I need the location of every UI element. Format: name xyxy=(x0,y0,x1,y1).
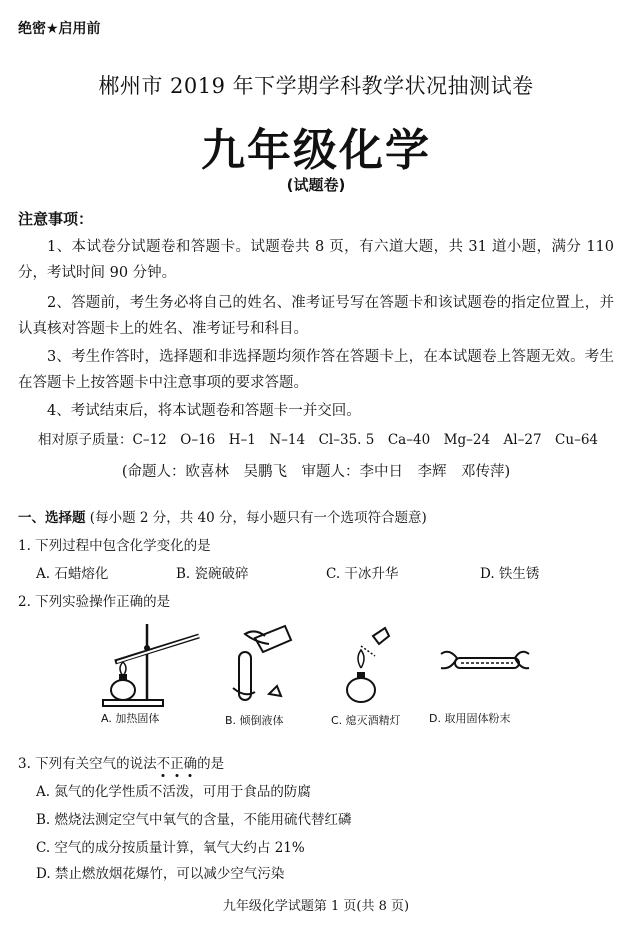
page-footer: 九年级化学试题第 1 页(共 8 页) xyxy=(222,899,410,914)
section-instruction: (每小题 2 分，共 40 分，每小题只有一个选项符合题意) xyxy=(89,510,427,526)
question-1-stem: 1. 下列过程中包含化学变化的是 xyxy=(18,538,211,554)
heating-solid-illustration xyxy=(95,618,205,710)
q2-caption-c: C. 熄灭酒精灯 xyxy=(331,714,401,727)
note-item-3: 3、考生作答时，选择题和非选择题均须作答在答题卡上，在本试题卷上答题无效。考生在答题卡上按答题卡中注意事项的要求答题。 xyxy=(18,349,614,391)
note-item-1: 1、本试卷分试题卷和答题卡。试题卷共 8 页，有六道大题，共 31 道小题，满分 110 分，考试时间 90 分钟。 xyxy=(18,239,614,281)
alcohol-lamp-illustration xyxy=(335,618,415,710)
q2-caption-d: D. 取用固体粉末 xyxy=(429,712,511,725)
q3-option-b: B. 燃烧法测定空气中氧气的含量，不能用硫代替红磷 xyxy=(36,812,352,828)
section-title: 一、选择题 xyxy=(18,510,86,526)
atomic-masses: 相对原子质量：C–12 O–16 H–1 N–14 Cl–35. 5 Ca–40 Mg–24 Al–27 Cu–64 xyxy=(38,432,598,448)
secret-mark: 绝密★启用前 xyxy=(18,21,101,37)
volume-label: (试题卷) xyxy=(286,176,346,194)
q3-emphasis-3: 确 xyxy=(183,756,198,772)
q1-option-d: D. 铁生锈 xyxy=(480,566,540,582)
q2-caption-a: A. 加热固体 xyxy=(101,712,160,725)
q3-emphasis-2: 正 xyxy=(170,756,184,772)
q1-option-a: A. 石蜡熔化 xyxy=(36,566,109,582)
q3-option-a: A. 氮气的化学性质不活泼，可用于食品的防腐 xyxy=(36,784,311,800)
note-item-4: 4、考试结束后，将本试题卷和答题卡一并交回。 xyxy=(47,403,361,419)
note-item-2: 2、答题前，考生务必将自己的姓名、准考证号写在答题卡和该试题卷的指定位置上，并认真核对答题卡上的姓名、准考证号和科目。 xyxy=(18,295,614,337)
question-2-stem: 2. 下列实验操作正确的是 xyxy=(18,594,171,610)
authors-line: (命题人：欧喜林 吴鹏飞 审题人：李中日 李辉 邓传萍) xyxy=(121,464,511,480)
subject-title: 九年级化学 xyxy=(201,125,431,176)
q2-figure xyxy=(95,618,535,730)
pouring-liquid-illustration xyxy=(225,618,315,710)
q3-option-d: D. 禁止燃放烟花爆竹，可以减少空气污染 xyxy=(36,866,285,882)
q1-option-c: C. 干冰升华 xyxy=(326,566,399,582)
section-choice xyxy=(18,506,427,526)
notes-heading: 注意事项： xyxy=(18,210,94,228)
solid-powder-illustration xyxy=(435,618,535,710)
q2-caption-b: B. 倾倒液体 xyxy=(225,714,284,727)
question-3-stem xyxy=(18,752,224,772)
q1-option-b: B. 瓷碗破碎 xyxy=(176,566,249,582)
q3-option-c: C. 空气的成分按质量计算，氧气大约占 21% xyxy=(36,840,305,856)
exam-title: 郴州市 2019 年下学期学科教学状况抽测试卷 xyxy=(98,74,534,98)
q3-stem-after: 的是 xyxy=(197,756,225,772)
q3-emphasis-1: 不 xyxy=(156,756,171,772)
q3-stem-before: 3. 下列有关空气的说法 xyxy=(18,756,157,772)
